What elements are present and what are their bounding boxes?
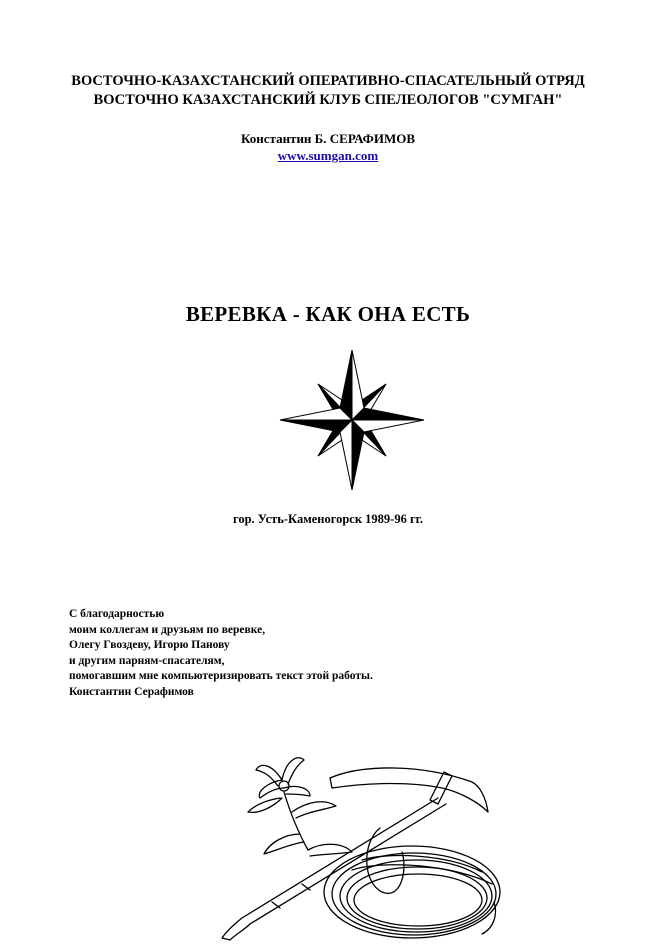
org-line-1: ВОСТОЧНО-КАЗАХСТАНСКИЙ ОПЕРАТИВНО-СПАСАТЕЛЬНЫЙ ОТРЯД xyxy=(71,73,585,89)
author-block xyxy=(0,130,656,164)
website-link[interactable]: www.sumgan.com xyxy=(277,148,379,163)
compass-star-icon xyxy=(278,348,426,492)
ack-line: и другим парням-спасателям, xyxy=(69,654,225,667)
ack-signature: Константин Серафимов xyxy=(69,685,194,698)
org-line-2: ВОСТОЧНО КАЗАХСТАНСКИЙ КЛУБ СПЕЛЕОЛОГОВ "СУМГАН" xyxy=(93,92,563,108)
ack-line: моим коллегам и друзьям по веревке, xyxy=(69,623,266,636)
pickaxe-rope-flower-emblem xyxy=(212,742,502,942)
acknowledgement xyxy=(69,607,373,700)
ack-line: помогавшим мне компьютеризировать текст этой работы. xyxy=(69,670,373,682)
organization-header xyxy=(0,72,656,110)
ack-line: С благодарностью xyxy=(69,608,165,620)
ack-line: Олегу Гвоздеву, Игорю Панову xyxy=(69,639,230,651)
document-title: ВЕРЕВКА - КАК ОНА ЕСТЬ xyxy=(185,302,471,326)
place-and-date: гор. Усть-Каменогорск 1989-96 гг. xyxy=(232,512,424,526)
author-name: Константин Б. СЕРАФИМОВ xyxy=(240,131,416,146)
